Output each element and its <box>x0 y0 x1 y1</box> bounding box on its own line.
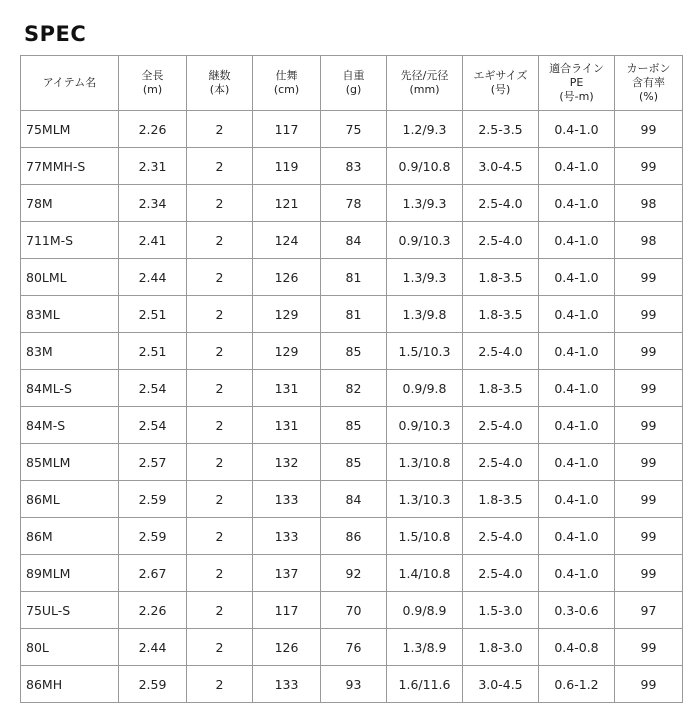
cell-length: 2.44 <box>119 629 187 666</box>
cell-weight: 86 <box>321 518 387 555</box>
cell-closed-length: 129 <box>253 333 321 370</box>
cell-tip-butt-diameter: 0.9/9.8 <box>387 370 463 407</box>
cell-weight: 78 <box>321 185 387 222</box>
cell-egi-size: 1.8-3.5 <box>463 481 539 518</box>
cell-carbon-content: 99 <box>615 148 683 185</box>
cell-item-name: 83M <box>21 333 119 370</box>
cell-length: 2.54 <box>119 370 187 407</box>
cell-pieces: 2 <box>187 592 253 629</box>
cell-carbon-content: 99 <box>615 555 683 592</box>
cell-pieces: 2 <box>187 481 253 518</box>
cell-egi-size: 2.5-4.0 <box>463 407 539 444</box>
cell-weight: 81 <box>321 296 387 333</box>
cell-carbon-content: 99 <box>615 296 683 333</box>
header-line: PE <box>569 76 584 89</box>
cell-pieces: 2 <box>187 666 253 703</box>
cell-item-name: 83ML <box>21 296 119 333</box>
table-row <box>21 259 683 296</box>
cell-item-name: 89MLM <box>21 555 119 592</box>
cell-line-rating: 0.4-1.0 <box>539 148 615 185</box>
cell-weight: 84 <box>321 222 387 259</box>
cell-tip-butt-diameter: 0.9/8.9 <box>387 592 463 629</box>
cell-length: 2.51 <box>119 333 187 370</box>
cell-egi-size: 2.5-4.0 <box>463 444 539 481</box>
cell-line-rating: 0.4-1.0 <box>539 296 615 333</box>
cell-item-name: 711M-S <box>21 222 119 259</box>
cell-egi-size: 2.5-4.0 <box>463 222 539 259</box>
cell-weight: 76 <box>321 629 387 666</box>
cell-tip-butt-diameter: 1.6/11.6 <box>387 666 463 703</box>
cell-tip-butt-diameter: 1.5/10.8 <box>387 518 463 555</box>
spec-table <box>20 55 683 703</box>
cell-weight: 93 <box>321 666 387 703</box>
cell-carbon-content: 99 <box>615 370 683 407</box>
cell-line-rating: 0.4-1.0 <box>539 444 615 481</box>
cell-item-name: 86ML <box>21 481 119 518</box>
cell-pieces: 2 <box>187 111 253 148</box>
cell-weight: 82 <box>321 370 387 407</box>
cell-tip-butt-diameter: 1.3/9.8 <box>387 296 463 333</box>
cell-tip-butt-diameter: 1.2/9.3 <box>387 111 463 148</box>
cell-item-name: 80LML <box>21 259 119 296</box>
cell-egi-size: 1.5-3.0 <box>463 592 539 629</box>
table-row <box>21 185 683 222</box>
table-row <box>21 148 683 185</box>
cell-tip-butt-diameter: 0.9/10.8 <box>387 148 463 185</box>
cell-egi-size: 2.5-4.0 <box>463 185 539 222</box>
header-line: 自重 <box>342 69 365 82</box>
cell-length: 2.59 <box>119 518 187 555</box>
header-line: (m) <box>142 83 163 96</box>
header-line: (号-m) <box>559 90 594 103</box>
cell-length: 2.59 <box>119 666 187 703</box>
cell-tip-butt-diameter: 1.3/10.8 <box>387 444 463 481</box>
table-row <box>21 333 683 370</box>
cell-closed-length: 121 <box>253 185 321 222</box>
cell-weight: 75 <box>321 111 387 148</box>
cell-closed-length: 133 <box>253 481 321 518</box>
cell-length: 2.59 <box>119 481 187 518</box>
header-line: (cm) <box>273 83 300 96</box>
header-carbon-content <box>615 56 683 111</box>
header-line: 適合ライン <box>549 62 604 75</box>
cell-weight: 92 <box>321 555 387 592</box>
cell-item-name: 86MH <box>21 666 119 703</box>
cell-closed-length: 131 <box>253 407 321 444</box>
cell-egi-size: 2.5-4.0 <box>463 518 539 555</box>
cell-item-name: 86M <box>21 518 119 555</box>
cell-pieces: 2 <box>187 629 253 666</box>
cell-pieces: 2 <box>187 222 253 259</box>
header-line: 仕舞 <box>275 69 298 82</box>
cell-carbon-content: 99 <box>615 111 683 148</box>
table-header-row <box>21 56 683 111</box>
cell-pieces: 2 <box>187 407 253 444</box>
cell-carbon-content: 99 <box>615 333 683 370</box>
cell-pieces: 2 <box>187 185 253 222</box>
cell-length: 2.44 <box>119 259 187 296</box>
cell-pieces: 2 <box>187 333 253 370</box>
cell-tip-butt-diameter: 1.3/8.9 <box>387 629 463 666</box>
cell-item-name: 77MMH-S <box>21 148 119 185</box>
header-line: 含有率 <box>632 76 665 89</box>
header-line: (%) <box>638 90 659 103</box>
cell-line-rating: 0.6-1.2 <box>539 666 615 703</box>
cell-length: 2.57 <box>119 444 187 481</box>
cell-closed-length: 132 <box>253 444 321 481</box>
cell-line-rating: 0.3-0.6 <box>539 592 615 629</box>
cell-egi-size: 1.8-3.5 <box>463 296 539 333</box>
cell-weight: 85 <box>321 333 387 370</box>
table-row <box>21 111 683 148</box>
cell-line-rating: 0.4-1.0 <box>539 407 615 444</box>
header-line: (号) <box>490 83 511 96</box>
cell-item-name: 75UL-S <box>21 592 119 629</box>
cell-tip-butt-diameter: 1.3/10.3 <box>387 481 463 518</box>
cell-line-rating: 0.4-1.0 <box>539 481 615 518</box>
cell-weight: 85 <box>321 407 387 444</box>
cell-closed-length: 129 <box>253 296 321 333</box>
cell-pieces: 2 <box>187 259 253 296</box>
cell-tip-butt-diameter: 0.9/10.3 <box>387 407 463 444</box>
cell-line-rating: 0.4-1.0 <box>539 111 615 148</box>
cell-carbon-content: 99 <box>615 444 683 481</box>
cell-closed-length: 133 <box>253 666 321 703</box>
cell-carbon-content: 97 <box>615 592 683 629</box>
cell-weight: 84 <box>321 481 387 518</box>
cell-egi-size: 1.8-3.5 <box>463 259 539 296</box>
cell-item-name: 84ML-S <box>21 370 119 407</box>
cell-pieces: 2 <box>187 148 253 185</box>
cell-closed-length: 131 <box>253 370 321 407</box>
cell-egi-size: 1.8-3.0 <box>463 629 539 666</box>
cell-pieces: 2 <box>187 296 253 333</box>
table-row <box>21 407 683 444</box>
cell-tip-butt-diameter: 1.4/10.8 <box>387 555 463 592</box>
table-row <box>21 518 683 555</box>
cell-closed-length: 119 <box>253 148 321 185</box>
cell-egi-size: 3.0-4.5 <box>463 148 539 185</box>
header-line: 先径/元径 <box>400 69 449 82</box>
cell-weight: 81 <box>321 259 387 296</box>
cell-carbon-content: 98 <box>615 185 683 222</box>
page-title: SPEC <box>24 22 87 46</box>
cell-length: 2.34 <box>119 185 187 222</box>
cell-line-rating: 0.4-1.0 <box>539 333 615 370</box>
cell-length: 2.26 <box>119 592 187 629</box>
cell-length: 2.54 <box>119 407 187 444</box>
cell-pieces: 2 <box>187 555 253 592</box>
table-row <box>21 481 683 518</box>
cell-line-rating: 0.4-1.0 <box>539 518 615 555</box>
cell-carbon-content: 99 <box>615 629 683 666</box>
cell-egi-size: 2.5-3.5 <box>463 111 539 148</box>
cell-weight: 83 <box>321 148 387 185</box>
cell-item-name: 84M-S <box>21 407 119 444</box>
cell-tip-butt-diameter: 1.3/9.3 <box>387 185 463 222</box>
cell-carbon-content: 99 <box>615 666 683 703</box>
header-item-name <box>21 56 119 111</box>
cell-item-name: 85MLM <box>21 444 119 481</box>
cell-line-rating: 0.4-1.0 <box>539 259 615 296</box>
cell-closed-length: 124 <box>253 222 321 259</box>
cell-weight: 70 <box>321 592 387 629</box>
header-closed-length <box>253 56 321 111</box>
cell-egi-size: 1.8-3.5 <box>463 370 539 407</box>
header-pieces <box>187 56 253 111</box>
header-weight <box>321 56 387 111</box>
cell-carbon-content: 99 <box>615 407 683 444</box>
cell-length: 2.26 <box>119 111 187 148</box>
cell-closed-length: 126 <box>253 259 321 296</box>
header-line: (本) <box>209 83 230 96</box>
header-line: エギサイズ <box>473 69 528 82</box>
cell-carbon-content: 99 <box>615 481 683 518</box>
cell-item-name: 78M <box>21 185 119 222</box>
table-row <box>21 444 683 481</box>
cell-weight: 85 <box>321 444 387 481</box>
cell-item-name: 75MLM <box>21 111 119 148</box>
cell-length: 2.31 <box>119 148 187 185</box>
table-row <box>21 296 683 333</box>
header-length <box>119 56 187 111</box>
header-line-rating <box>539 56 615 111</box>
header-line: 全長 <box>141 69 164 82</box>
table-row <box>21 370 683 407</box>
cell-pieces: 2 <box>187 370 253 407</box>
header-egi-size <box>463 56 539 111</box>
cell-line-rating: 0.4-1.0 <box>539 370 615 407</box>
table-row <box>21 555 683 592</box>
cell-closed-length: 133 <box>253 518 321 555</box>
table-row <box>21 666 683 703</box>
cell-closed-length: 137 <box>253 555 321 592</box>
cell-egi-size: 2.5-4.0 <box>463 333 539 370</box>
cell-pieces: 2 <box>187 518 253 555</box>
header-line: カーボン <box>626 62 671 75</box>
cell-tip-butt-diameter: 0.9/10.3 <box>387 222 463 259</box>
cell-pieces: 2 <box>187 444 253 481</box>
cell-line-rating: 0.4-1.0 <box>539 555 615 592</box>
cell-tip-butt-diameter: 1.3/9.3 <box>387 259 463 296</box>
table-row <box>21 592 683 629</box>
cell-line-rating: 0.4-1.0 <box>539 185 615 222</box>
cell-egi-size: 2.5-4.0 <box>463 555 539 592</box>
cell-line-rating: 0.4-1.0 <box>539 222 615 259</box>
table-row <box>21 222 683 259</box>
header-line: アイテム名 <box>42 76 97 89</box>
cell-length: 2.41 <box>119 222 187 259</box>
cell-item-name: 80L <box>21 629 119 666</box>
header-tip-butt-diameter <box>387 56 463 111</box>
cell-egi-size: 3.0-4.5 <box>463 666 539 703</box>
cell-closed-length: 117 <box>253 111 321 148</box>
cell-tip-butt-diameter: 1.5/10.3 <box>387 333 463 370</box>
cell-length: 2.67 <box>119 555 187 592</box>
header-line: (mm) <box>409 83 440 96</box>
cell-length: 2.51 <box>119 296 187 333</box>
cell-closed-length: 126 <box>253 629 321 666</box>
cell-carbon-content: 98 <box>615 222 683 259</box>
header-line: (g) <box>345 83 362 96</box>
cell-line-rating: 0.4-0.8 <box>539 629 615 666</box>
cell-closed-length: 117 <box>253 592 321 629</box>
table-row <box>21 629 683 666</box>
header-line: 継数 <box>208 69 231 82</box>
cell-carbon-content: 99 <box>615 518 683 555</box>
cell-carbon-content: 99 <box>615 259 683 296</box>
